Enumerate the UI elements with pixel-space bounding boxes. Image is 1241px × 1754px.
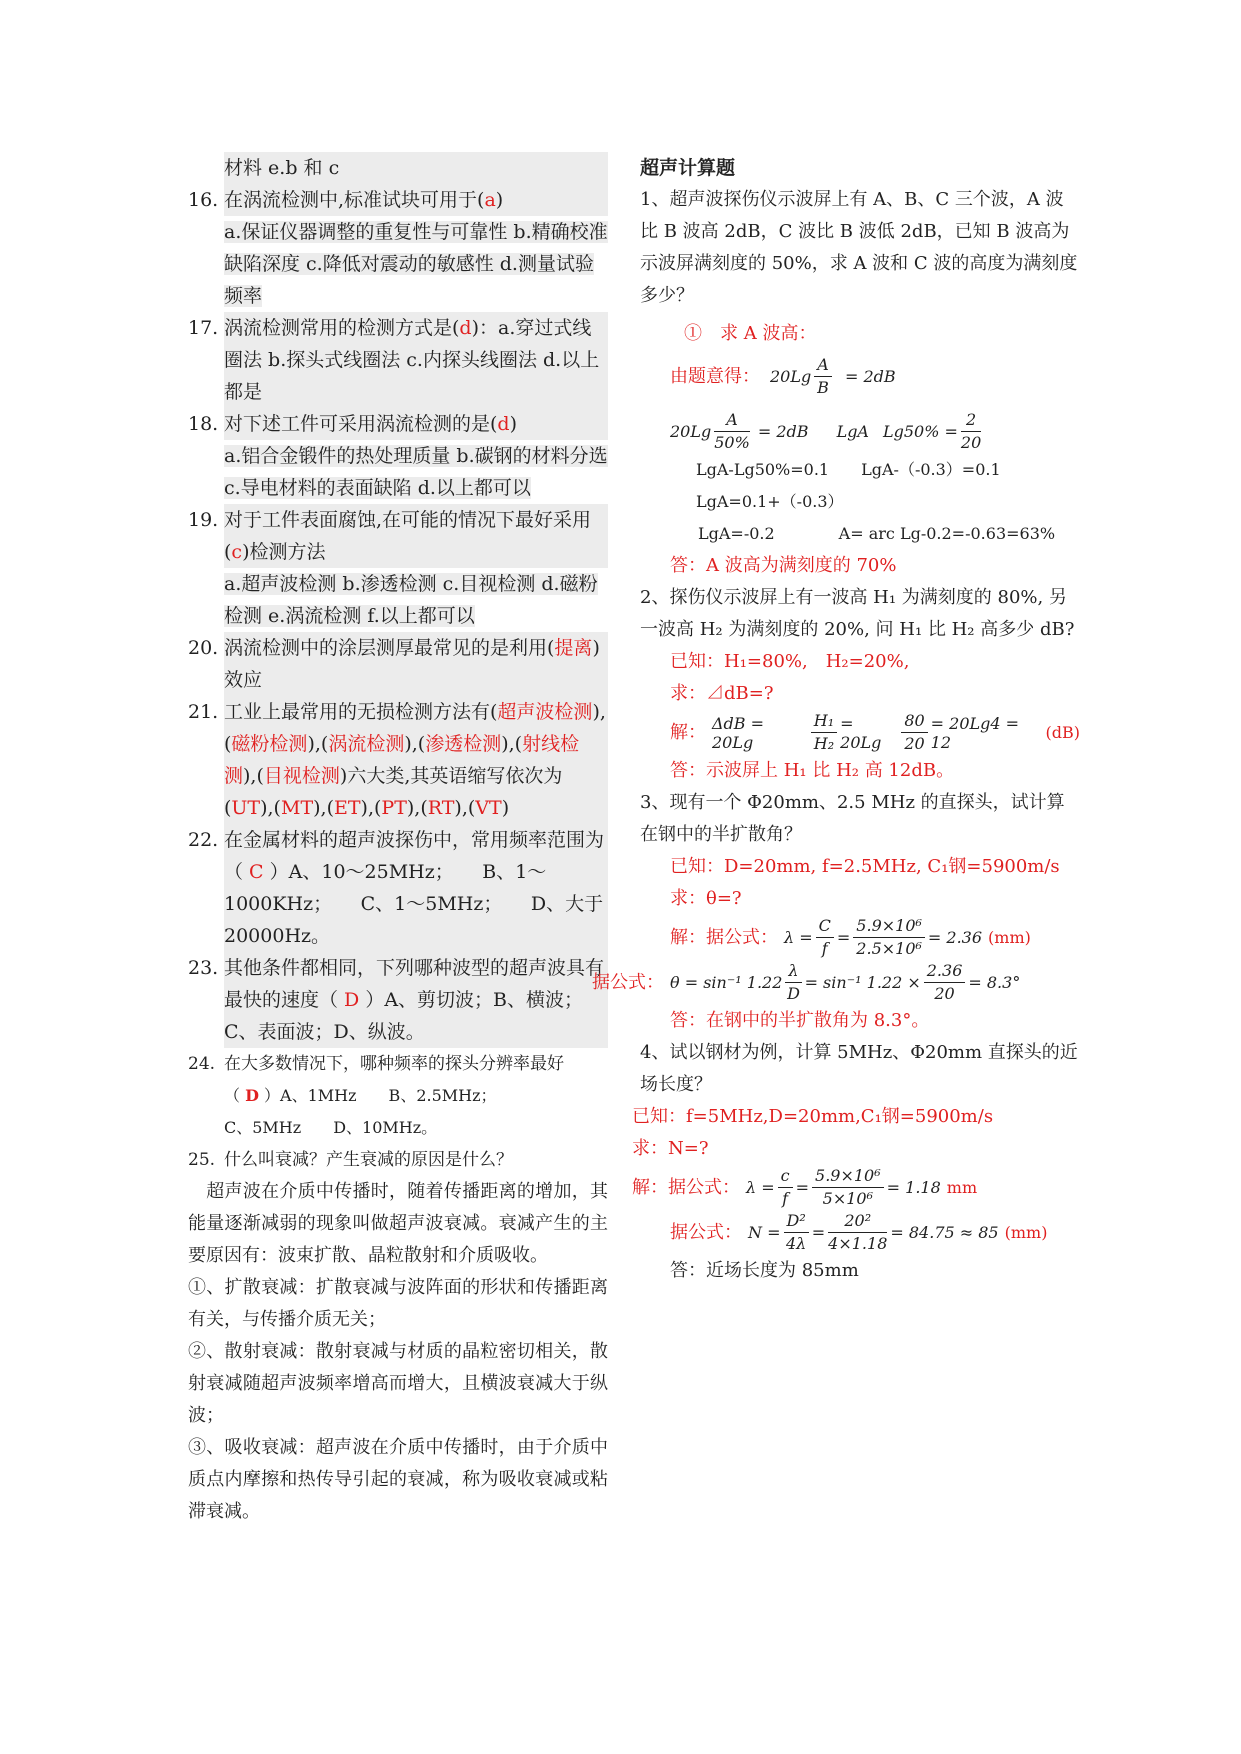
question-19: 19. 对于工件表面腐蚀,在可能的情况下最好采用(c)检测方法 [188,504,608,568]
problem-2-ask: 求：⊿dB=? [670,683,774,704]
question-18: 18. 对下述工件可采用涡流检测的是(d) [188,408,608,440]
answer: 提离 [554,637,593,659]
question-18-options: a.铝合金锻件的热处理质量 b.碳钢的材料分选 c.导电材料的表面缺陷 d.以上都可以 [224,445,608,499]
problem-4-ask: 求：N=? [632,1138,709,1159]
question-15-cont: 材料 e.b 和 c [188,152,608,184]
answer-3: 答：在钢中的半扩散角为 8.3°。 [670,1010,930,1031]
section-title: 超声计算题 [640,157,736,179]
problem-4-known: 已知：f=5MHz,D=20mm,C₁钢=5900m/s [632,1106,994,1127]
answer-25-scattering: ②、散射衰减：散射衰减与材质的晶粒密切相关，散射衰减随超声波频率增高而增大，且横波衰减大于纵波； [188,1341,608,1426]
answer: d [497,413,510,435]
answer-1: 答：A 波高为满刻度的 70% [670,555,897,576]
step-line-2: LgA=0.1+（-0.3） [696,492,844,511]
question-21: 21. 工业上最常用的无损检测方法有(超声波检测),(磁粉检测),(涡流检测),(渗透检测),(射线检测),(目视检测)六大类,其英语缩写依次为(UT),(MT),(ET),(PT),(RT),(VT) [188,696,608,824]
question-24-options-2: C、5MHz D、10MHz。 [224,1118,438,1137]
question-24: 24. 在大多数情况下，哪种频率的探头分辨率最好 [188,1054,564,1074]
question-23: 23. 其他条件都相同，下列哪种波型的超声波具有最快的速度（ D ）A、剪切波；B、横波；C、表面波；D、纵波。 [188,952,608,1048]
problem-1: 1、超声波探伤仪示波屏上有 A、B、C 三个波，A 波比 B 波高 2dB，C 波比 B 波低 2dB，已知 B 波高为示波屏满刻度的 50%，求 A 波和 C 波的高度为满刻度多少？ [640,189,1078,306]
problem-1-step: ① 求 A 波高： [684,323,817,344]
question-24-options: （ D ）A、1MHz B、2.5MHz； [224,1086,497,1105]
step-line-3: LgA=-0.2 A= arc Lg-0.2=-0.63=63% [698,524,1056,543]
answer-25-diffusion: ①、扩散衰减：扩散衰减与波阵面的形状和传播距离有关，与传播介质无关； [188,1277,608,1330]
formula-1: 由题意得： 20Lg $\frac{A}{B}$ = 2dB [670,355,896,397]
answer-4: 答：近场长度为 85mm [670,1260,859,1281]
problem-3: 3、现有一个 Φ20mm、2.5 MHz 的直探头，试计算在钢中的半扩散角？ [640,792,1065,845]
answer: a [484,189,496,211]
question-22: 22. 在金属材料的超声波探伤中，常用频率范围为（ C ）A、10～25MHz； B、1～1000KHz； C、1～5MHz； D、大于 20000Hz。 [188,824,608,952]
question-25: 25. 什么叫衰减？产生衰减的原因是什么？ [188,1150,513,1170]
answer: C [249,861,264,883]
problem-4: 4、试以钢材为例，计算 5MHz、Φ20mm 直探头的近场长度？ [640,1042,1078,1095]
answer-25-intro: 超声波在介质中传播时，随着传播距离的增加，其能量逐渐减弱的现象叫做超声波衰减。衰减产生的主要原因有：波束扩散、晶粒散射和介质吸收。 [188,1181,608,1266]
answer-2: 答：示波屏上 H₁ 比 H₂ 高 12dB。 [670,760,955,781]
answer: D [344,989,360,1011]
step-line-1: LgA-Lg50%=0.1 LgA-（-0.3）=0.1 [696,460,1001,479]
question-16: 16. 在涡流检测中,标准试块可用于(a) [188,184,608,216]
question-19-options: a.超声波检测 b.渗透检测 c.目视检测 d.磁粉检测 e.涡流检测 f.以上都可以 [224,573,598,627]
question-20: 20. 涡流检测中的涂层测厚最常见的是利用(提离)效应 [188,632,608,696]
answer-25-absorption: ③、吸收衰减：超声波在介质中传播时，由于介质中质点内摩擦和热传导引起的衰减，称为吸收衰减或粘滞衰减。 [188,1437,608,1522]
formula-7: 据公式： N = $\frac{\text{D²}}{4\lambda}$ = $\frac{\text{20²}}{4\times 1.18}$ = 84.75 ≈ 85 (mm) [670,1211,1048,1253]
problem-3-ask: 求：θ=? [670,888,742,909]
formula-5: 据公式： θ = sin⁻¹ 1.22 $\frac{\lambda}{D}$ = sin⁻¹ 1.22 × $\frac{2.36}{20}$ = 8.3° [592,961,1021,1003]
problem-2: 2、探伤仪示波屏上有一波高 H₁ 为满刻度的 80%, 另一波高 H₂ 为满刻度的 20%, 问 H₁ 比 H₂ 高多少 dB? [640,587,1075,640]
answer: d [459,317,472,339]
question-16-options: a.保证仪器调整的重复性与可靠性 b.精确校准缺陷深度 c.降低对震动的敏感性 d.测量试验频率 [224,221,608,307]
problem-2-known: 已知：H₁=80%, H₂=20%, [670,651,910,672]
question-17: 17. 涡流检测常用的检测方式是(d)：a.穿过式线圈法 b.探头式线圈法 c.内探头线圈法 d.以上都是 [188,312,608,408]
formula-6: 解：据公式： λ = $\frac{c}{f}$ = $\frac{\text{5.9×10⁶}}{\text{5×10⁶}}$ = 1.18 mm [632,1166,978,1208]
formula-4: 解：据公式： λ = $\frac{C}{f}$ = $\frac{\text{5.9×10⁶}}{\text{2.5×10⁶}}$ = 2.36 (mm) [670,916,1031,958]
left-column [188,152,608,1528]
formula-3: 解： ΔdB = 20Lg $\frac{\text{H₁}}{\text{H₂}}$ = 20Lg $\frac{80}{20}$ = 20Lg4 = 12 (dB) [670,711,1081,753]
right-column [592,152,1081,1287]
problem-3-known: 已知：D=20mm, f=2.5MHz, C₁钢=5900m/s [670,856,1060,877]
formula-2: 20Lg $\frac{A}{50\%}$ = 2dB LgA Lg50% = $\frac{2}{20}$ [670,410,982,452]
answer: c [231,541,243,563]
